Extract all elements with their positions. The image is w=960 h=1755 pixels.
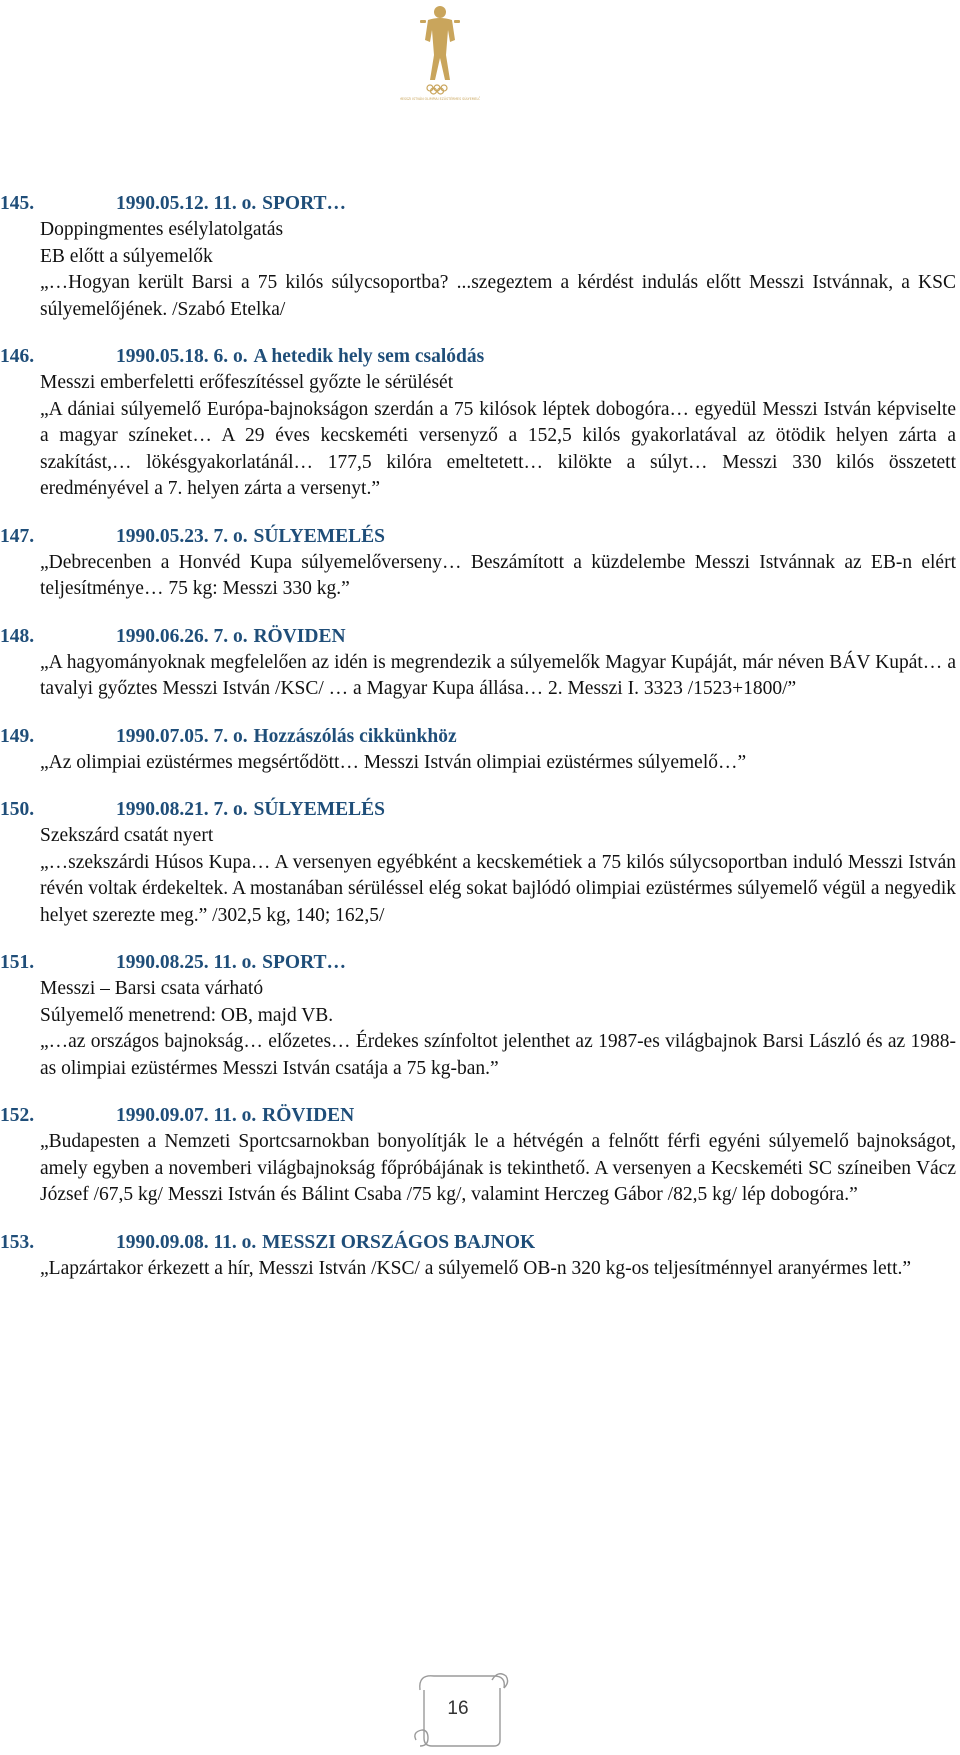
entry-quote: „Debrecenben a Honvéd Kupa súlyemelőverseny… Beszámított a küzdelembe Messzi Istvánnak az EB-n elért teljesítménye… 75 kg: Messzi 330 kg.” [40,551,956,599]
entry-source: SÚLYEMELÉS [253,525,385,547]
article-entry [0,1102,960,1209]
entry-quote: „A dániai súlyemelő Európa-bajnokságon szerdán a 75 kilósok léptek dobogóra… egyedül Messzi István képviselte a magyar színeket… A 29 éves kecskeméti versenyző a 152,5 kilós gyakorlatával az ötödik helyen zárta a szakítást,… lökésgyakorlatánál… 177,5 kilóra emeltetett… kilökte a súlyt… Messzi 330 kilós összetett eredményével a 7. helyen zárta a versenyt.” [40,398,956,499]
weightlifter-statue-logo-icon [400,0,480,108]
entry-number: 146. [0,346,35,367]
entry-date-source [116,1102,354,1129]
entry-date-source [116,796,385,823]
article-entry [0,523,960,603]
article-entry [0,1229,960,1283]
entry-date: 1990.08.21. 7. o. [116,799,248,820]
logo-caption: MESSZI ISTVÁN OLIMPIAI EZÜSTÉRMES SÚLYEMELŐ [400,97,480,101]
entry-heading [0,1229,960,1256]
entry-subtitle: Szekszárd csatát nyert [40,825,214,846]
header-logo [400,0,480,108]
entry-number: 148. [0,625,35,647]
entry-source: SÚLYEMELÉS [253,799,385,820]
article-entry [0,949,960,1082]
entry-quote: „Lapzártakor érkezett a hír, Messzi István /KSC/ a súlyemelő OB-n 320 kg-os teljesítménnyel aranyérmes lett.” [40,1257,912,1279]
entry-date-source [116,949,346,976]
entry-source: SPORT… [262,952,346,973]
entry-number: 152. [0,1105,35,1126]
entry-heading [0,623,960,650]
entry-quote: „…szekszárdi Húsos Kupa… A versenyen egyébként a kecskemétiek a 75 kilós súlycsoportban induló Messzi István révén voltak érdekeltek. A mostanában sérüléssel elég sokat bajlódó olimpiai ezüstérmes súlyemelő végül a negyedik helyet szerezte meg.” /302,5 kg, 140; 162,5/ [40,851,956,926]
entry-source: A hetedik hely sem csalódás [253,346,485,367]
article-entry [0,796,960,929]
entry-date: 1990.06.26. 7. o. [116,625,248,647]
entry-subtitle: EB előtt a súlyemelők [40,245,213,267]
entry-date: 1990.05.18. 6. o. [116,346,248,367]
entry-date-source [116,623,346,650]
entry-date-source [116,1229,535,1256]
entry-heading [0,523,960,550]
article-entry [0,623,960,703]
entry-source: RÖVIDEN [262,1105,355,1126]
entry-heading [0,343,960,370]
entry-heading [0,190,960,217]
entry-date: 1990.09.07. 11. o. [116,1105,257,1126]
entry-date: 1990.08.25. 11. o. [116,952,257,973]
entry-heading [0,1102,960,1129]
entry-quote: „…az országos bajnokság… előzetes… Érdekes színfoltot jelenthet az 1987-es világbajnok Barsi László és az 1988-as olimpiai ezüstérmes Messzi István csatája a 75 kg-ban.” [40,1031,956,1079]
entry-date: 1990.07.05. 7. o. [116,725,248,747]
entry-quote: „…Hogyan került Barsi a 75 kilós súlycsoportba? ...szegeztem a kérdést indulás előtt Messzi Istvánnak, a KSC súlyemelőjének. /Szabó Etelka/ [40,272,956,320]
article-list [0,190,960,1302]
entry-date: 1990.05.23. 7. o. [116,525,248,547]
entry-source: SPORT… [262,193,346,214]
entry-date-source [116,523,385,550]
article-entry [0,343,960,503]
entry-date: 1990.09.08. 11. o. [116,1231,257,1253]
entry-date-source [116,190,346,217]
page-footer [398,1660,518,1750]
entry-source: RÖVIDEN [253,625,346,647]
article-entry [0,190,960,323]
entry-number: 150. [0,799,35,820]
page-number: 16 [447,1698,469,1719]
entry-subtitle: Messzi emberfeletti erőfeszítéssel győzte le sérülését [40,372,454,393]
article-entry [0,723,960,777]
entry-source: MESSZI ORSZÁGOS BAJNOK [262,1231,536,1253]
entry-number: 145. [0,193,35,214]
entry-quote: „A hagyományoknak megfelelően az idén is megrendezik a súlyemelők Magyar Kupáját, már néven BÁV Kupát… a tavalyi győztes Messzi István /KSC/ … a Magyar Kupa állása… 2. Messzi I. 3323 /1523+1800/” [40,651,956,699]
entry-heading [0,723,960,750]
entry-date-source [116,343,484,370]
entry-number: 153. [0,1231,35,1253]
entry-number: 149. [0,725,35,747]
entry-date: 1990.05.12. 11. o. [116,193,257,214]
entry-subtitle: Messzi – Barsi csata várható [40,978,264,999]
entry-subtitle: Súlyemelő menetrend: OB, majd VB. [40,1004,334,1026]
entry-source: Hozzászólás cikkünkhöz [253,725,457,747]
entry-heading [0,796,960,823]
entry-date-source [116,723,457,750]
entry-quote: „Az olimpiai ezüstérmes megsértődött… Messzi István olimpiai ezüstérmes súlyemelő…” [40,751,747,773]
entry-number: 147. [0,525,35,547]
entry-quote: „Budapesten a Nemzeti Sportcsarnokban bonyolítják le a hétvégén a felnőtt férfi egyéni súlyemelő bajnokságot, amely egyben a novemberi világbajnokság főpróbájának is tekinthető. A versenyen a Kecskeméti SC színeiben Vácz József /67,5 kg/ Messzi István és Bálint Csaba /75 kg/, valamint Herczeg Gábor /82,5 kg/ lép dobogóra.” [40,1131,956,1205]
entry-subtitle: Doppingmentes esélylatolgatás [40,219,284,240]
entry-number: 151. [0,952,35,973]
entry-heading [0,949,960,976]
